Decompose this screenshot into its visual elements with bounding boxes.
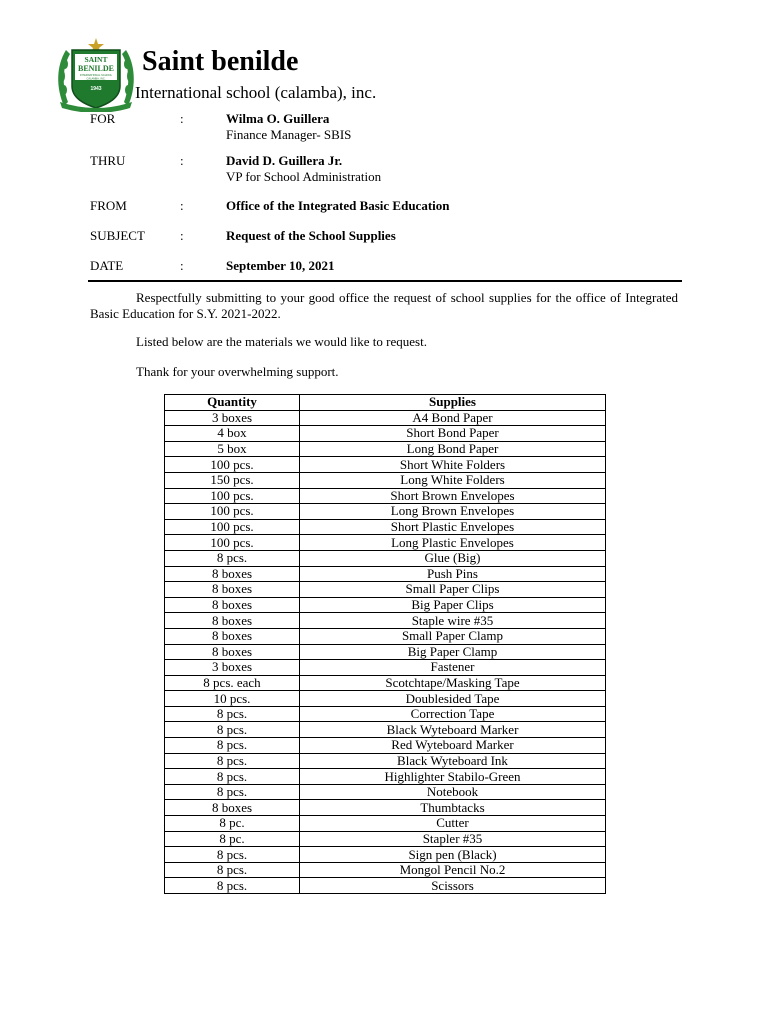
supply-cell: Scotchtape/Masking Tape xyxy=(300,675,606,691)
quantity-cell: 8 boxes xyxy=(165,613,300,629)
memo-colon: : xyxy=(180,111,184,126)
table-row xyxy=(165,816,606,832)
quantity-cell: 8 pcs. xyxy=(165,738,300,754)
memo-date-text: September 10, 2021 xyxy=(226,258,335,273)
supply-cell: Short Brown Envelopes xyxy=(300,488,606,504)
table-row xyxy=(165,426,606,442)
body-paragraph-3: Thank for your overwhelming support. xyxy=(136,364,339,379)
supply-cell: Small Paper Clips xyxy=(300,582,606,598)
table-row xyxy=(165,550,606,566)
memo-date-value xyxy=(226,258,334,274)
memo-for-title: Finance Manager- SBIS xyxy=(226,127,352,142)
quantity-cell: 4 box xyxy=(165,426,300,442)
table-row xyxy=(165,706,606,722)
table-row xyxy=(165,862,606,878)
supply-cell: Glue (Big) xyxy=(300,550,606,566)
table-row xyxy=(165,738,606,754)
quantity-cell: 3 boxes xyxy=(165,660,300,676)
supply-cell: Highlighter Stabilo-Green xyxy=(300,769,606,785)
quantity-cell: 8 pcs. xyxy=(165,878,300,894)
quantity-cell: 8 pcs. xyxy=(165,862,300,878)
table-row xyxy=(165,722,606,738)
memo-from-text: Office of the Integrated Basic Education xyxy=(226,198,450,213)
table-row xyxy=(165,519,606,535)
svg-text:CALAMBA, INC.: CALAMBA, INC. xyxy=(86,77,106,81)
supply-cell: Notebook xyxy=(300,784,606,800)
supply-cell: Small Paper Clamp xyxy=(300,628,606,644)
supply-cell: Red Wyteboard Marker xyxy=(300,738,606,754)
table-row xyxy=(165,628,606,644)
supply-cell: Scissors xyxy=(300,878,606,894)
supply-cell: Black Wyteboard Marker xyxy=(300,722,606,738)
table-row xyxy=(165,878,606,894)
svg-text:BENILDE: BENILDE xyxy=(77,64,115,73)
quantity-cell: 8 pc. xyxy=(165,816,300,832)
supply-cell: Mongol Pencil No.2 xyxy=(300,862,606,878)
supply-cell: Short White Folders xyxy=(300,457,606,473)
quantity-cell: 8 pc. xyxy=(165,831,300,847)
memo-from-label: FROM xyxy=(90,198,127,213)
quantity-cell: 8 pcs. xyxy=(165,769,300,785)
school-seal-logo xyxy=(54,36,138,112)
quantity-cell: 8 boxes xyxy=(165,582,300,598)
memo-subject-text: Request of the School Supplies xyxy=(226,228,396,243)
quantity-cell: 8 pcs. xyxy=(165,550,300,566)
body-paragraph-2: Listed below are the materials we would like to request. xyxy=(136,334,427,349)
supply-cell: Long Brown Envelopes xyxy=(300,504,606,520)
memo-colon: : xyxy=(180,198,184,213)
supply-cell: Sign pen (Black) xyxy=(300,847,606,863)
svg-text:1943: 1943 xyxy=(90,86,102,92)
quantity-cell: 100 pcs. xyxy=(165,457,300,473)
table-row xyxy=(165,410,606,426)
table-row xyxy=(165,769,606,785)
supply-cell: Long Plastic Envelopes xyxy=(300,535,606,551)
supply-cell: Short Bond Paper xyxy=(300,426,606,442)
svg-text:SAINT: SAINT xyxy=(84,55,108,64)
quantity-header: Quantity xyxy=(165,395,300,411)
table-row xyxy=(165,644,606,660)
memo-date-label: DATE xyxy=(90,258,124,273)
quantity-cell: 100 pcs. xyxy=(165,519,300,535)
supply-cell: Correction Tape xyxy=(300,706,606,722)
supply-cell: Push Pins xyxy=(300,566,606,582)
table-row xyxy=(165,675,606,691)
quantity-cell: 8 pcs. xyxy=(165,706,300,722)
memo-thru-value xyxy=(226,153,381,185)
table-row xyxy=(165,847,606,863)
memo-thru-name: David D. Guillera Jr. xyxy=(226,153,343,168)
memo-for-label: FOR xyxy=(90,111,116,126)
quantity-cell: 150 pcs. xyxy=(165,472,300,488)
supply-cell: Long White Folders xyxy=(300,472,606,488)
supply-cell: Big Paper Clips xyxy=(300,597,606,613)
quantity-cell: 8 boxes xyxy=(165,800,300,816)
table-row xyxy=(165,457,606,473)
quantity-cell: 8 pcs. xyxy=(165,847,300,863)
supply-cell: Cutter xyxy=(300,816,606,832)
memo-thru-label: THRU xyxy=(90,153,126,168)
body-paragraph-1: Respectfully submitting to your good office the request of school supplies for the office of Integrated Basic Education for S.Y. 2021-2022. xyxy=(90,290,678,321)
quantity-cell: 8 pcs. xyxy=(165,753,300,769)
table-row xyxy=(165,753,606,769)
quantity-cell: 3 boxes xyxy=(165,410,300,426)
table-row xyxy=(165,566,606,582)
table-row xyxy=(165,613,606,629)
table-row xyxy=(165,660,606,676)
supply-cell: Long Bond Paper xyxy=(300,441,606,457)
supply-cell: Short Plastic Envelopes xyxy=(300,519,606,535)
supply-cell: Stapler #35 xyxy=(300,831,606,847)
quantity-cell: 8 boxes xyxy=(165,644,300,660)
quantity-cell: 100 pcs. xyxy=(165,488,300,504)
quantity-cell: 8 boxes xyxy=(165,597,300,613)
supply-cell: Staple wire #35 xyxy=(300,613,606,629)
quantity-cell: 8 boxes xyxy=(165,628,300,644)
memo-subject-label: SUBJECT xyxy=(90,228,145,243)
quantity-cell: 100 pcs. xyxy=(165,504,300,520)
supplies-header: Supplies xyxy=(300,395,606,411)
memo-from-value xyxy=(226,198,450,214)
table-row xyxy=(165,441,606,457)
memo-for-name: Wilma O. Guillera xyxy=(226,111,330,126)
memo-for-value xyxy=(226,111,351,143)
header-divider xyxy=(88,280,682,282)
supplies-table xyxy=(164,394,606,894)
supplies-table-body xyxy=(165,410,606,893)
school-name: Saint benilde xyxy=(142,46,299,77)
quantity-cell: 8 pcs. xyxy=(165,722,300,738)
table-header-row xyxy=(165,395,606,411)
quantity-cell: 8 pcs. xyxy=(165,784,300,800)
table-row xyxy=(165,488,606,504)
supply-cell: Thumbtacks xyxy=(300,800,606,816)
supply-cell: Black Wyteboard Ink xyxy=(300,753,606,769)
quantity-cell: 5 box xyxy=(165,441,300,457)
table-row xyxy=(165,784,606,800)
table-row xyxy=(165,504,606,520)
quantity-cell: 8 boxes xyxy=(165,566,300,582)
memo-thru-title: VP for School Administration xyxy=(226,169,382,184)
table-row xyxy=(165,800,606,816)
quantity-cell: 8 pcs. each xyxy=(165,675,300,691)
supply-cell: Fastener xyxy=(300,660,606,676)
table-row xyxy=(165,597,606,613)
supply-cell: A4 Bond Paper xyxy=(300,410,606,426)
school-subtitle: International school (calamba), inc. xyxy=(135,83,377,102)
table-row xyxy=(165,582,606,598)
table-row xyxy=(165,472,606,488)
table-row xyxy=(165,831,606,847)
quantity-cell: 10 pcs. xyxy=(165,691,300,707)
memo-subject-value xyxy=(226,228,396,244)
table-row xyxy=(165,535,606,551)
memo-colon: : xyxy=(180,153,184,168)
memo-colon: : xyxy=(180,228,184,243)
supply-cell: Doublesided Tape xyxy=(300,691,606,707)
quantity-cell: 100 pcs. xyxy=(165,535,300,551)
memo-colon: : xyxy=(180,258,184,273)
svg-text:INTERNATIONAL SCHOOL: INTERNATIONAL SCHOOL xyxy=(79,74,113,77)
table-row xyxy=(165,691,606,707)
supply-cell: Big Paper Clamp xyxy=(300,644,606,660)
